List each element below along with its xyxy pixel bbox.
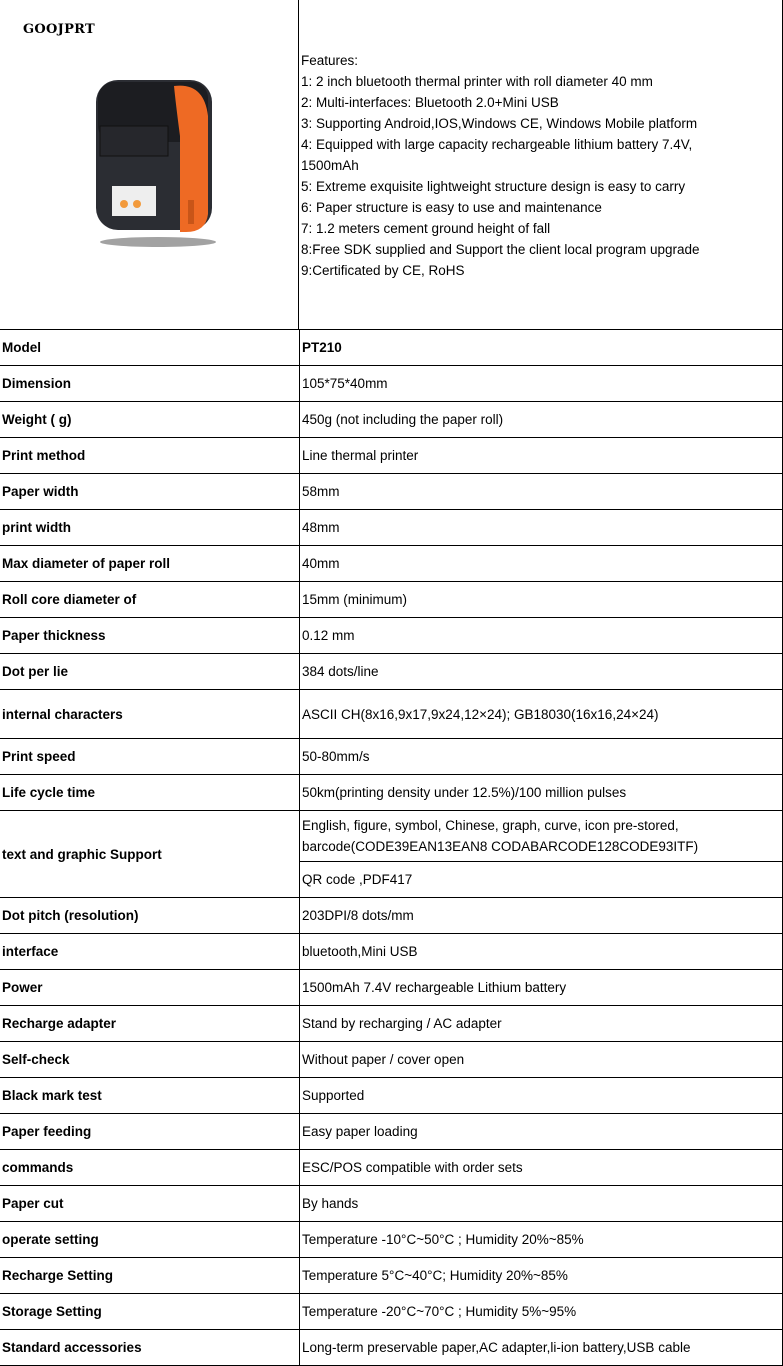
spec-row-text-graphic (0, 811, 783, 862)
spec-value: 0.12 mm (300, 618, 783, 654)
spec-value: 58mm (300, 474, 783, 510)
printer-image (92, 76, 216, 248)
spec-key: Paper thickness (0, 618, 300, 654)
spec-value: PT210 (300, 330, 783, 366)
spec-row (0, 1150, 783, 1186)
spec-value: Line thermal printer (300, 438, 783, 474)
spec-value-line: English, figure, symbol, Chinese, graph, curve, icon pre-stored, (302, 818, 679, 833)
spec-row (0, 654, 783, 690)
brand-logo: GOOJPRT (23, 22, 96, 37)
feature-line: 9:Certificated by CE, RoHS (301, 263, 465, 278)
spec-row (0, 618, 783, 654)
spec-row (0, 739, 783, 775)
header-row (0, 0, 783, 330)
spec-row (0, 1258, 783, 1294)
spec-key: Storage Setting (0, 1294, 300, 1330)
spec-row (0, 1006, 783, 1042)
product-image-cell (0, 0, 299, 329)
feature-line: 4: Equipped with large capacity rechargeable lithium battery 7.4V, (301, 137, 693, 152)
spec-row-model (0, 330, 783, 366)
spec-value: Temperature -10°C~50°C ; Humidity 20%~85% (300, 1222, 783, 1258)
spec-value: 48mm (300, 510, 783, 546)
spec-key: Dot per lie (0, 654, 300, 690)
spec-value-line: barcode(CODE39EAN13EAN8 CODABARCODE128CODE93ITF) (302, 839, 699, 854)
feature-line: 2: Multi-interfaces: Bluetooth 2.0+Mini USB (301, 95, 559, 110)
spec-key: interface (0, 934, 300, 970)
spec-value (300, 811, 783, 862)
feature-line: 1500mAh (301, 158, 359, 173)
spec-row (0, 438, 783, 474)
spec-value: Temperature -20°C~70°C ; Humidity 5%~95% (300, 1294, 783, 1330)
spec-key: Standard accessories (0, 1330, 300, 1366)
spec-value: 40mm (300, 546, 783, 582)
spec-row (0, 775, 783, 811)
spec-key: Recharge Setting (0, 1258, 300, 1294)
spec-value: 1500mAh 7.4V rechargeable Lithium battery (300, 970, 783, 1006)
spec-value: 203DPI/8 dots/mm (300, 898, 783, 934)
feature-line: 3: Supporting Android,IOS,Windows CE, Windows Mobile platform (301, 116, 698, 131)
spec-key: commands (0, 1150, 300, 1186)
spec-row (0, 1222, 783, 1258)
spec-key: Dot pitch (resolution) (0, 898, 300, 934)
spec-row (0, 1294, 783, 1330)
spec-row (0, 366, 783, 402)
spec-row (0, 1186, 783, 1222)
spec-key: internal characters (0, 690, 300, 739)
spec-row (0, 402, 783, 438)
features-heading: Features: (301, 53, 359, 68)
spec-row (0, 934, 783, 970)
spec-key: Roll core diameter of (0, 582, 300, 618)
spec-value: 450g (not including the paper roll) (300, 402, 783, 438)
spec-row (0, 1330, 783, 1366)
spec-value: 50km(printing density under 12.5%)/100 million pulses (300, 775, 783, 811)
spec-row (0, 1114, 783, 1150)
spec-value: Long-term preservable paper,AC adapter,li-ion battery,USB cable (300, 1330, 783, 1366)
spec-value: ASCII CH(8x16,9x17,9x24,12×24); GB18030(16x16,24×24) (300, 690, 783, 739)
feature-line: 7: 1.2 meters cement ground height of fall (301, 221, 551, 236)
spec-key: operate setting (0, 1222, 300, 1258)
feature-line: 5: Extreme exquisite lightweight structure design is easy to carry (301, 179, 686, 194)
spec-row (0, 546, 783, 582)
spec-key: Power (0, 970, 300, 1006)
spec-value: ESC/POS compatible with order sets (300, 1150, 783, 1186)
spec-value: bluetooth,Mini USB (300, 934, 783, 970)
spec-value: Without paper / cover open (300, 1042, 783, 1078)
spec-key: print width (0, 510, 300, 546)
spec-key: Paper cut (0, 1186, 300, 1222)
spec-value: Supported (300, 1078, 783, 1114)
spec-value: 15mm (minimum) (300, 582, 783, 618)
spec-value: QR code ,PDF417 (300, 862, 783, 898)
spec-row (0, 970, 783, 1006)
spec-row (0, 582, 783, 618)
spec-value: Stand by recharging / AC adapter (300, 1006, 783, 1042)
spec-row (0, 690, 783, 739)
spec-key: Print speed (0, 739, 300, 775)
feature-line: 1: 2 inch bluetooth thermal printer with roll diameter 40 mm (301, 74, 653, 89)
spec-key: Model (0, 330, 300, 366)
spec-key: Self-check (0, 1042, 300, 1078)
spec-row (0, 1042, 783, 1078)
spec-key: Paper feeding (0, 1114, 300, 1150)
spec-value: Temperature 5°C~40°C; Humidity 20%~85% (300, 1258, 783, 1294)
spec-row (0, 510, 783, 546)
spec-key: Recharge adapter (0, 1006, 300, 1042)
spec-row (0, 474, 783, 510)
spec-key: Black mark test (0, 1078, 300, 1114)
spec-value: Easy paper loading (300, 1114, 783, 1150)
spec-key: Print method (0, 438, 300, 474)
spec-key: Weight ( g) (0, 402, 300, 438)
spec-value: By hands (300, 1186, 783, 1222)
spec-table (0, 330, 783, 1366)
feature-line: 6: Paper structure is easy to use and maintenance (301, 200, 602, 215)
spec-key: Dimension (0, 366, 300, 402)
feature-line: 8:Free SDK supplied and Support the client local program upgrade (301, 242, 700, 257)
spec-row (0, 898, 783, 934)
spec-key: Max diameter of paper roll (0, 546, 300, 582)
features-cell (299, 0, 783, 329)
spec-key: text and graphic Support (0, 811, 300, 898)
spec-key: Paper width (0, 474, 300, 510)
spec-row (0, 1078, 783, 1114)
spec-value: 50-80mm/s (300, 739, 783, 775)
spec-value: 105*75*40mm (300, 366, 783, 402)
spec-value: 384 dots/line (300, 654, 783, 690)
spec-key: Life cycle time (0, 775, 300, 811)
